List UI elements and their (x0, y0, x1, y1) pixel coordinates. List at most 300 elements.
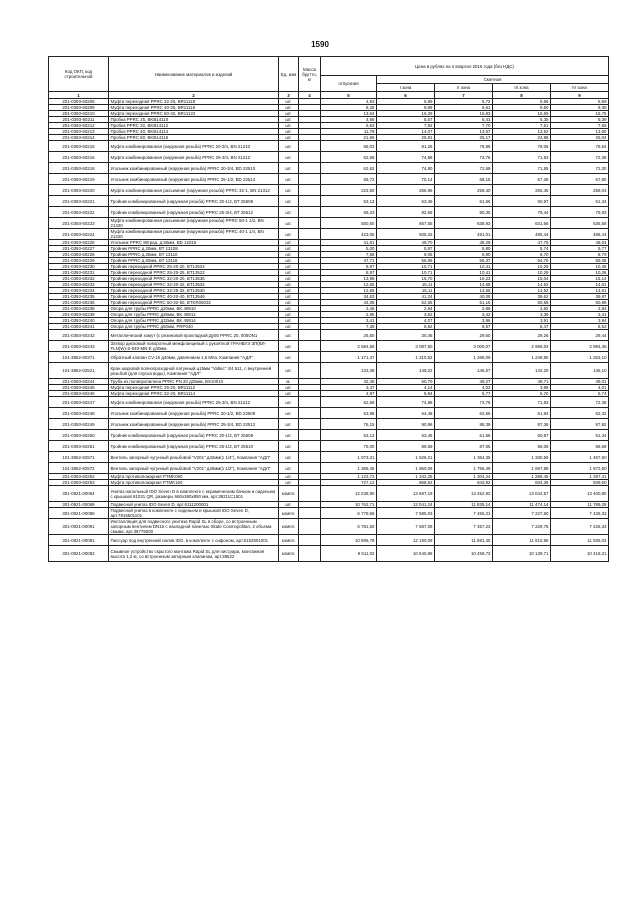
cell-price-zone3: 7,61 (493, 123, 551, 129)
table-row (49, 174, 609, 185)
cell-price-zone4: 16,14 (551, 276, 609, 282)
cell-price-release: 9 511,02 (321, 546, 377, 562)
cell-price-release: 47,71 (321, 258, 377, 264)
cell-price-zone1: 16,29 (377, 111, 435, 117)
cell-price-zone1: 2,94 (377, 306, 435, 312)
cell-price-zone2: 5,41 (435, 117, 493, 123)
cell-price-release: 53,13 (321, 430, 377, 441)
cell-price-release: 4,97 (321, 391, 377, 397)
cell-name: Смывное устройство скрытого монтажа Rapid SL для писсуара, монтажная высота 1,2 м, со встроенным запорным клапаном, арт.38522 (109, 546, 279, 562)
cell-price-zone2: 3,42 (435, 312, 493, 318)
cell-price-zone1: 3,52 (377, 312, 435, 318)
cell-price-zone4: 9,38 (551, 105, 609, 111)
colnum: 3 (279, 92, 299, 99)
cell-price-zone4: 55,08 (551, 258, 609, 264)
cell-name: Опора для трубы PPRC д50мм, PRP040 (109, 324, 279, 330)
cell-price-zone3: 60,97 (493, 196, 551, 207)
cell-price-zone4: 8,52 (551, 324, 609, 330)
price-table (48, 56, 609, 562)
cell-price-zone1: 10,71 (377, 270, 435, 276)
cell-price-release: 53,13 (321, 196, 377, 207)
cell-price-zone4: 14,61 (551, 282, 609, 288)
cell-price-zone1: 9,05 (377, 252, 435, 258)
cell-price-zone2: 55,37 (435, 258, 493, 264)
cell-price-release: 1 171,37 (321, 352, 377, 363)
cell-price-zone1: 50,70 (377, 379, 435, 385)
cell-price-zone1: 4,07 (377, 318, 435, 324)
cell-unit: шт. (279, 174, 299, 185)
cell-price-zone1: 12 190,09 (377, 535, 435, 546)
cell-price-release: 10 762,71 (321, 502, 377, 508)
cell-mass (299, 152, 321, 163)
colnum: 5 (321, 92, 377, 99)
cell-price-zone2: 2,86 (435, 306, 493, 312)
colnum: 9 (551, 92, 609, 99)
cell-unit: шт. (279, 306, 299, 312)
cell-unit: шт. (279, 288, 299, 294)
cell-price-zone3: 1 248,80 (493, 352, 551, 363)
cell-price-zone4: 13 400,80 (551, 486, 609, 502)
header-price-group: Цена в рублях на II квартал 2016 года (без НДС) (321, 57, 609, 76)
cell-price-zone4: 1 467,60 (551, 452, 609, 463)
cell-price-zone4: 67,80 (551, 174, 609, 185)
cell-code: 201-0393-60222 (49, 207, 109, 218)
table-row (49, 452, 609, 463)
cell-mass (299, 218, 321, 229)
cell-unit: шт. (279, 264, 299, 270)
cell-price-zone2: 72,76 (435, 152, 493, 163)
cell-mass (299, 452, 321, 463)
cell-price-zone1: 49,70 (377, 240, 435, 246)
cell-mass (299, 207, 321, 218)
cell-price-release: 11,78 (321, 129, 377, 135)
cell-mass (299, 174, 321, 185)
cell-mass (299, 486, 321, 502)
cell-price-zone3: 10,29 (493, 264, 551, 270)
cell-price-zone4: 2,84 (551, 306, 609, 312)
cell-price-zone2: 7,70 (435, 123, 493, 129)
cell-price-zone2: 1 756,49 (435, 463, 493, 474)
cell-code: 201-0393-60216 (49, 152, 109, 163)
colnum: 8 (493, 92, 551, 99)
cell-name: Муфта комбинированная разъемная (наружная резьба) PPRC 50-1 1/2, BN 21320 (109, 218, 279, 229)
cell-mass (299, 508, 321, 519)
cell-price-zone2: 14,68 (435, 288, 493, 294)
cell-price-zone1: 3 087,50 (377, 341, 435, 352)
cell-price-release: 76,15 (321, 419, 377, 430)
cell-price-release: 3,47 (321, 385, 377, 391)
cell-price-zone4: 61,34 (551, 430, 609, 441)
cell-unit: шт. (279, 276, 299, 282)
cell-code: 201-0393-60235 (49, 294, 109, 300)
cell-price-release: 1 369,46 (321, 463, 377, 474)
cell-price-zone1: 15,11 (377, 288, 435, 294)
cell-name: Писсуар под внутренний налив IDO, в комплекте с сифоном, арт.5152501001 (109, 535, 279, 546)
table-row (49, 152, 609, 163)
cell-price-zone3: 9,50 (493, 105, 551, 111)
cell-price-zone1: 64,48 (377, 408, 435, 419)
cell-code: 201-0393-60242 (49, 330, 109, 341)
cell-price-zone4: 10,36 (551, 270, 609, 276)
cell-price-zone3: 13,52 (493, 129, 551, 135)
cell-price-zone3: 256,45 (493, 185, 551, 196)
cell-unit: шт. (279, 196, 299, 207)
cell-price-zone2: 146,67 (435, 363, 493, 379)
cell-price-zone1: 9,89 (377, 105, 435, 111)
cell-price-zone1: 74,88 (377, 397, 435, 408)
header-zone4: IV зона (551, 84, 609, 92)
cell-name: Инсталляция для подвесного унитаза Rapid SL в сборе, со встроенным запорным вентилем DN15 с накладной панелью Skate Cosmopolitan, 2 объема смыва, арт.38775000 (109, 519, 279, 535)
cell-code: 201-0393-60252 (49, 474, 109, 480)
colnum: 2 (109, 92, 279, 99)
cell-price-zone2: 61,66 (435, 430, 493, 441)
cell-price-zone1: 7,92 (377, 123, 435, 129)
table-row (49, 430, 609, 441)
cell-price-zone1: 90,96 (377, 419, 435, 430)
cell-code: 201-0393-60246 (49, 391, 109, 397)
header-code: Код ОКП, код строительной (49, 57, 109, 92)
cell-price-zone3: 48,71 (493, 379, 551, 385)
cell-price-release: 62,69 (321, 152, 377, 163)
cell-price-zone3: 142,20 (493, 363, 551, 379)
cell-name: Тройник переходной PPRC 32-20-20, BT13536 (109, 276, 279, 282)
cell-price-zone4: 62,32 (551, 408, 609, 419)
cell-code: 201-0393-60210 (49, 111, 109, 117)
cell-price-release: 6,63 (321, 123, 377, 129)
cell-price-release: 68,03 (321, 141, 377, 152)
cell-name: Муфта комбинированная разъемная (наружная резьба) PPRC 40-1 1/4, BN 21320 (109, 229, 279, 240)
cell-code: 301-0921-00069 (49, 502, 109, 508)
cell-price-release: 69,23 (321, 207, 377, 218)
cell-code: 201-0393-60248 (49, 408, 109, 419)
table-row (49, 408, 609, 419)
cell-code: 201-0393-60214 (49, 135, 109, 141)
cell-price-release: 44,08 (321, 300, 377, 306)
cell-mass (299, 330, 321, 341)
cell-price-zone4: 839,50 (551, 480, 609, 486)
cell-code: 201-0393-60234 (49, 288, 109, 294)
cell-price-zone4: 79,93 (551, 207, 609, 218)
cell-price-zone1: 10,71 (377, 264, 435, 270)
cell-price-zone4: 87,92 (551, 419, 609, 430)
cell-price-zone3: 1 289,45 (493, 474, 551, 480)
cell-price-zone3: 8,47 (493, 324, 551, 330)
cell-name: Угольник комбинированный (наружная резьба) PPRC 20-1/2, BD 23508 (109, 408, 279, 419)
cell-price-zone3: 485,44 (493, 229, 551, 240)
cell-price-zone2: 491,01 (435, 229, 493, 240)
cell-price-zone4: 48,04 (551, 240, 609, 246)
cell-price-release: 12 238,90 (321, 486, 377, 502)
header-mass: Масса брутто, кг (299, 57, 321, 92)
cell-price-zone4: 145,10 (551, 363, 609, 379)
cell-price-zone2: 78,96 (435, 141, 493, 152)
cell-price-zone2: 72,68 (435, 163, 493, 174)
cell-price-zone3: 71,85 (493, 163, 551, 174)
cell-price-zone1: 1 960,06 (377, 463, 435, 474)
cell-unit: шт. (279, 391, 299, 397)
cell-name: Тройник комбинированный (наружная резьба) PPRC 25-3/4, BT 25512 (109, 207, 279, 218)
cell-mass (299, 519, 321, 535)
cell-code: 201-0393-60243 (49, 341, 109, 352)
cell-unit: шт. (279, 240, 299, 246)
cell-price-release: 62,62 (321, 163, 377, 174)
cell-mass (299, 408, 321, 419)
cell-mass (299, 141, 321, 152)
cell-unit: компл. (279, 535, 299, 546)
cell-mass (299, 535, 321, 546)
cell-price-zone4: 5,77 (551, 246, 609, 252)
cell-price-zone1: 70,14 (377, 174, 435, 185)
cell-price-zone2: 3,96 (435, 318, 493, 324)
cell-price-zone4: 488,44 (551, 229, 609, 240)
cell-price-zone3: 10,29 (493, 270, 551, 276)
cell-price-zone3: 71,93 (493, 152, 551, 163)
cell-price-release: 13,64 (321, 111, 377, 117)
cell-price-release: 8,97 (321, 264, 377, 270)
cell-price-zone3: 3,39 (493, 312, 551, 318)
cell-price-zone3: 39,62 (493, 294, 551, 300)
table-row (49, 207, 609, 218)
cell-price-zone1: 8,82 (377, 324, 435, 330)
cell-price-zone4: 11 935,03 (551, 535, 609, 546)
cell-price-zone1: 5,57 (377, 117, 435, 123)
cell-unit: шт. (279, 441, 299, 452)
cell-price-zone4: 4,01 (551, 385, 609, 391)
cell-price-zone2: 25,17 (435, 135, 493, 141)
cell-price-zone4: 10 418,21 (551, 546, 609, 562)
cell-name: Пробка PPRC 25, BKB14110 (109, 117, 279, 123)
cell-price-zone2: 7 455,21 (435, 508, 493, 519)
cell-price-zone3: 5,70 (493, 391, 551, 397)
table-row (49, 330, 609, 341)
cell-price-release: 10 895,78 (321, 535, 377, 546)
cell-price-release: 53,98 (321, 408, 377, 419)
cell-price-zone3: 86,06 (493, 441, 551, 452)
cell-code: 201-0393-60229 (49, 258, 109, 264)
cell-price-zone4: 25,04 (551, 135, 609, 141)
cell-price-zone2: 8,90 (435, 252, 493, 258)
cell-code: 101-3862-80371 (49, 352, 109, 363)
cell-name: Угольник комбинированный (наружная резьба) PPRC 25-3/4, BD 23512 (109, 419, 279, 430)
cell-price-zone1: 5,97 (377, 246, 435, 252)
cell-price-zone1: 868,52 (377, 480, 435, 486)
cell-price-zone4: 10,36 (551, 264, 609, 270)
cell-name: Тройник комбинированный (наружная резьба) PPRC 25-1/2, BT 25510 (109, 441, 279, 452)
cell-price-zone3: 67,38 (493, 174, 551, 185)
cell-name: Муфта переходная PPRC 50-32, BR11122 (109, 111, 279, 117)
header-estimate: Сметная (377, 76, 609, 84)
cell-mass (299, 185, 321, 196)
table-row (49, 486, 609, 502)
cell-price-zone3: 14,52 (493, 288, 551, 294)
cell-price-zone1: 30,46 (377, 330, 435, 341)
table-row (49, 441, 609, 452)
cell-name: Муфта противопожарная PTMK080 (109, 474, 279, 480)
cell-unit: шт. (279, 294, 299, 300)
cell-mass (299, 341, 321, 352)
table-row (49, 508, 609, 519)
cell-name: Муфта комбинированная разъемная (наружная резьба) PPRC 32-1, BN 21312 (109, 185, 279, 196)
cell-price-release: 13,98 (321, 276, 377, 282)
cell-price-release: 6 781,50 (321, 519, 377, 535)
cell-mass (299, 163, 321, 174)
cell-price-zone1: 5,94 (377, 391, 435, 397)
cell-price-zone3: 13 042,57 (493, 486, 551, 502)
cell-unit: шт. (279, 341, 299, 352)
cell-name: Обратный клапан СV-16 д40мм, давлением 1,6 Мпа, Компания "АДЛ" (109, 352, 279, 363)
cell-mass (299, 463, 321, 474)
cell-price-release: 6 779,66 (321, 508, 377, 519)
cell-code: 201-0393-60247 (49, 397, 109, 408)
cell-unit: шт. (279, 300, 299, 306)
cell-code: 201-0393-60251 (49, 441, 109, 452)
cell-price-zone3: 16,04 (493, 276, 551, 282)
cell-price-release: 25,50 (321, 330, 377, 341)
cell-price-zone1: 16,70 (377, 276, 435, 282)
cell-price-zone1: 25,91 (377, 135, 435, 141)
cell-price-zone3: 631,68 (493, 218, 551, 229)
cell-price-zone1: 505,32 (377, 229, 435, 240)
colnum: 6 (377, 92, 435, 99)
table-row (49, 463, 609, 474)
cell-price-release: 1 073,21 (321, 452, 377, 463)
cell-code: 101-3862-82572 (49, 463, 109, 474)
cell-name: Подвесной унитаз в комплекте с сиденьем и крышкой IDO Seven D, арт.7915501101 (109, 508, 279, 519)
cell-code: 201-0393-60241 (49, 324, 109, 330)
cell-price-zone1: 14,07 (377, 129, 435, 135)
cell-price-zone1: 15,11 (377, 282, 435, 288)
cell-unit: шт. (279, 185, 299, 196)
cell-name: Муфта переходная PPRC 32-25, BR11118 (109, 99, 279, 105)
cell-price-release: 423,05 (321, 229, 377, 240)
cell-name: Тройник переходной PPRC 50-32-50, BTKR05032 (109, 300, 279, 306)
cell-price-zone2: 72,76 (435, 397, 493, 408)
cell-price-zone3: 54,75 (493, 258, 551, 264)
cell-price-zone3: 78,06 (493, 141, 551, 152)
cell-price-zone2: 13,67 (435, 129, 493, 135)
cell-code: 201-0393-60226 (49, 240, 109, 246)
table-row (49, 229, 609, 240)
cell-name: Кран шаровой полнопроходной латунный ц15мм "Valtec" 3/4 511, с внутренней резьбой (для спуска воды), Компания "АДЛ" (109, 363, 279, 379)
cell-code: 201-0393-60236 (49, 300, 109, 306)
cell-unit: компл. (279, 519, 299, 535)
cell-price-release: 62,69 (321, 397, 377, 408)
table-row (49, 397, 609, 408)
cell-price-zone4: 5,59 (551, 99, 609, 105)
cell-code: 301-0921-00089 (49, 508, 109, 519)
header-name: Наименование материалов и изделий (109, 57, 279, 92)
cell-price-zone2: 7 457,23 (435, 519, 493, 535)
cell-mass (299, 363, 321, 379)
cell-name: Тройник переходной PPRC 32-25-32, BT13540 (109, 288, 279, 294)
cell-unit: шт. (279, 152, 299, 163)
cell-name: Тройник комбинированный (наружная резьба) PPRC 20-1/2, BT 25508 (109, 430, 279, 441)
cell-unit: шт. (279, 246, 299, 252)
cell-price-zone4: 86,59 (551, 441, 609, 452)
cell-unit: компл. (279, 486, 299, 502)
cell-name: Муфта комбинированная (наружная резьба) PPRC 20-3/4, BN 21210 (109, 141, 279, 152)
cell-code: 201-0393-60224 (49, 229, 109, 240)
header-release: отпускная (321, 76, 377, 92)
cell-price-zone2: 29,60 (435, 330, 493, 341)
cell-price-zone2: 88,38 (435, 419, 493, 430)
cell-mass (299, 430, 321, 441)
cell-price-release: 42,45 (321, 379, 377, 385)
cell-name: Муфта противопожарная PTMK160 (109, 480, 279, 486)
cell-unit: шт. (279, 463, 299, 474)
cell-code: 201-0393-60223 (49, 218, 109, 229)
cell-price-zone4: 50,89 (551, 300, 609, 306)
cell-price-release: 727,12 (321, 480, 377, 486)
cell-code: 201-0393-60213 (49, 129, 109, 135)
cell-price-zone2: 14,68 (435, 282, 493, 288)
cell-name: Муфта переходная PPRC 32-20, BR11114 (109, 391, 279, 397)
cell-unit: шт. (279, 324, 299, 330)
cell-price-zone1: 10 640,86 (377, 546, 435, 562)
column-numbers (49, 92, 609, 99)
table-row (49, 352, 609, 363)
cell-price-release: 1 123,73 (321, 474, 377, 480)
cell-price-zone3: 11 474,14 (493, 502, 551, 508)
cell-price-release: 41,61 (321, 240, 377, 246)
cell-price-release: 7,68 (321, 252, 377, 258)
cell-price-zone1: 657,55 (377, 218, 435, 229)
cell-name: Угольник PPRC 90град. д.50мм, BD 12016 (109, 240, 279, 246)
cell-name: Опора для трубы PPRC д32мм, BK 49914 (109, 318, 279, 324)
cell-price-zone4: 3,94 (551, 318, 609, 324)
cell-mass (299, 352, 321, 363)
cell-name: Тройник переходной PPRC 25-20-20, BT13524 (109, 264, 279, 270)
cell-code: 201-0393-60211 (49, 117, 109, 123)
cell-name: Угольник комбинированный (наружная резьба) PPRC 25-1/2, BD 23514 (109, 174, 279, 185)
cell-price-zone4: 8,79 (551, 252, 609, 258)
cell-price-zone3: 14,52 (493, 282, 551, 288)
cell-price-zone2: 61,66 (435, 196, 493, 207)
colnum: 4 (299, 92, 321, 99)
header-zone1: I зона (377, 84, 435, 92)
cell-price-zone2: 5,72 (435, 99, 493, 105)
cell-code: 201-0393-60233 (49, 282, 109, 288)
cell-price-zone2: 11 981,45 (435, 535, 493, 546)
cell-price-zone3: 24,88 (493, 135, 551, 141)
cell-code: 201-0393-60230 (49, 264, 109, 270)
cell-name: Труба из полипропилена PPRC PN 20 д25мм, BS10010 (109, 379, 279, 385)
cell-name: Тройник переходной PPRC 25-20-25, BT13522 (109, 270, 279, 276)
cell-unit: шт. (279, 312, 299, 318)
cell-price-zone1: 82,69 (377, 207, 435, 218)
cell-name: Муфта переходная PPRC 40-25, BR11119 (109, 105, 279, 111)
cell-price-zone4: 635,58 (551, 218, 609, 229)
cell-name: Тройник переходной PPRC 40-20-40, BT13546 (109, 294, 279, 300)
cell-price-zone1: 13 687,19 (377, 486, 435, 502)
cell-price-zone4: 15,75 (551, 111, 609, 117)
cell-price-zone4: 2 984,36 (551, 341, 609, 352)
cell-price-zone3: 61,94 (493, 408, 551, 419)
cell-price-zone4: 5,38 (551, 117, 609, 123)
cell-price-zone4: 1 263,10 (551, 352, 609, 363)
cell-price-zone4: 72,38 (551, 152, 609, 163)
cell-price-zone1: 7 587,09 (377, 519, 435, 535)
cell-price-zone1: 81,26 (377, 141, 435, 152)
cell-price-zone3: 3,98 (493, 385, 551, 391)
cell-price-release: 4,93 (321, 99, 377, 105)
cell-price-release: 12,65 (321, 288, 377, 294)
cell-mass (299, 397, 321, 408)
cell-price-zone4: 13,60 (551, 129, 609, 135)
cell-price-zone4: 39,87 (551, 294, 609, 300)
cell-price-zone3: 87,38 (493, 419, 551, 430)
cell-price-zone1: 63,46 (377, 196, 435, 207)
